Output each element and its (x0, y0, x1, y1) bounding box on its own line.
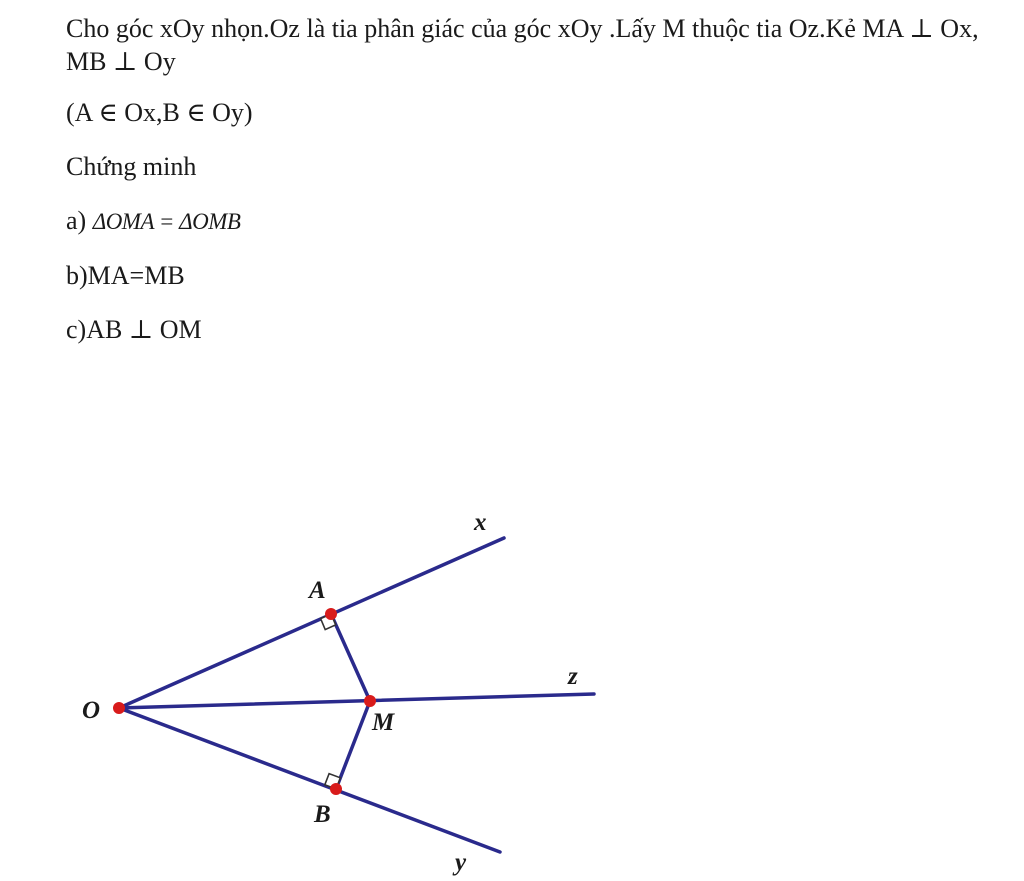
ray-oy (119, 708, 500, 852)
label-m: M (372, 709, 395, 736)
label-a: A (309, 577, 326, 604)
problem-condition: (A ∈ Ox,B ∈ Oy) (66, 98, 253, 127)
label-o: O (82, 697, 101, 724)
ray-oz (119, 694, 594, 708)
point-b (330, 783, 342, 795)
ray-ox (119, 538, 504, 708)
segment-mb (336, 701, 370, 789)
point-o (113, 702, 125, 714)
point-a (325, 608, 337, 620)
prove-heading: Chứng minh (66, 152, 197, 181)
label-b: B (314, 801, 331, 828)
point-m (364, 695, 376, 707)
segment-ma (331, 614, 370, 701)
label-z: z (568, 663, 578, 690)
label-x: x (474, 509, 487, 536)
part-a-math: ΔOMA = ΔOMB (92, 209, 241, 234)
problem-statement: Cho góc xOy nhọn.Oz là tia phân giác của góc xOy .Lấy M thuộc tia Oz.Kẻ MA ⊥ Ox, MB ⊥ Oy (66, 14, 979, 76)
label-y: y (455, 849, 467, 876)
part-a-prefix: a) (66, 206, 87, 235)
part-b: b)MA=MB (66, 261, 185, 290)
part-c: c)AB ⊥ OM (66, 315, 202, 344)
